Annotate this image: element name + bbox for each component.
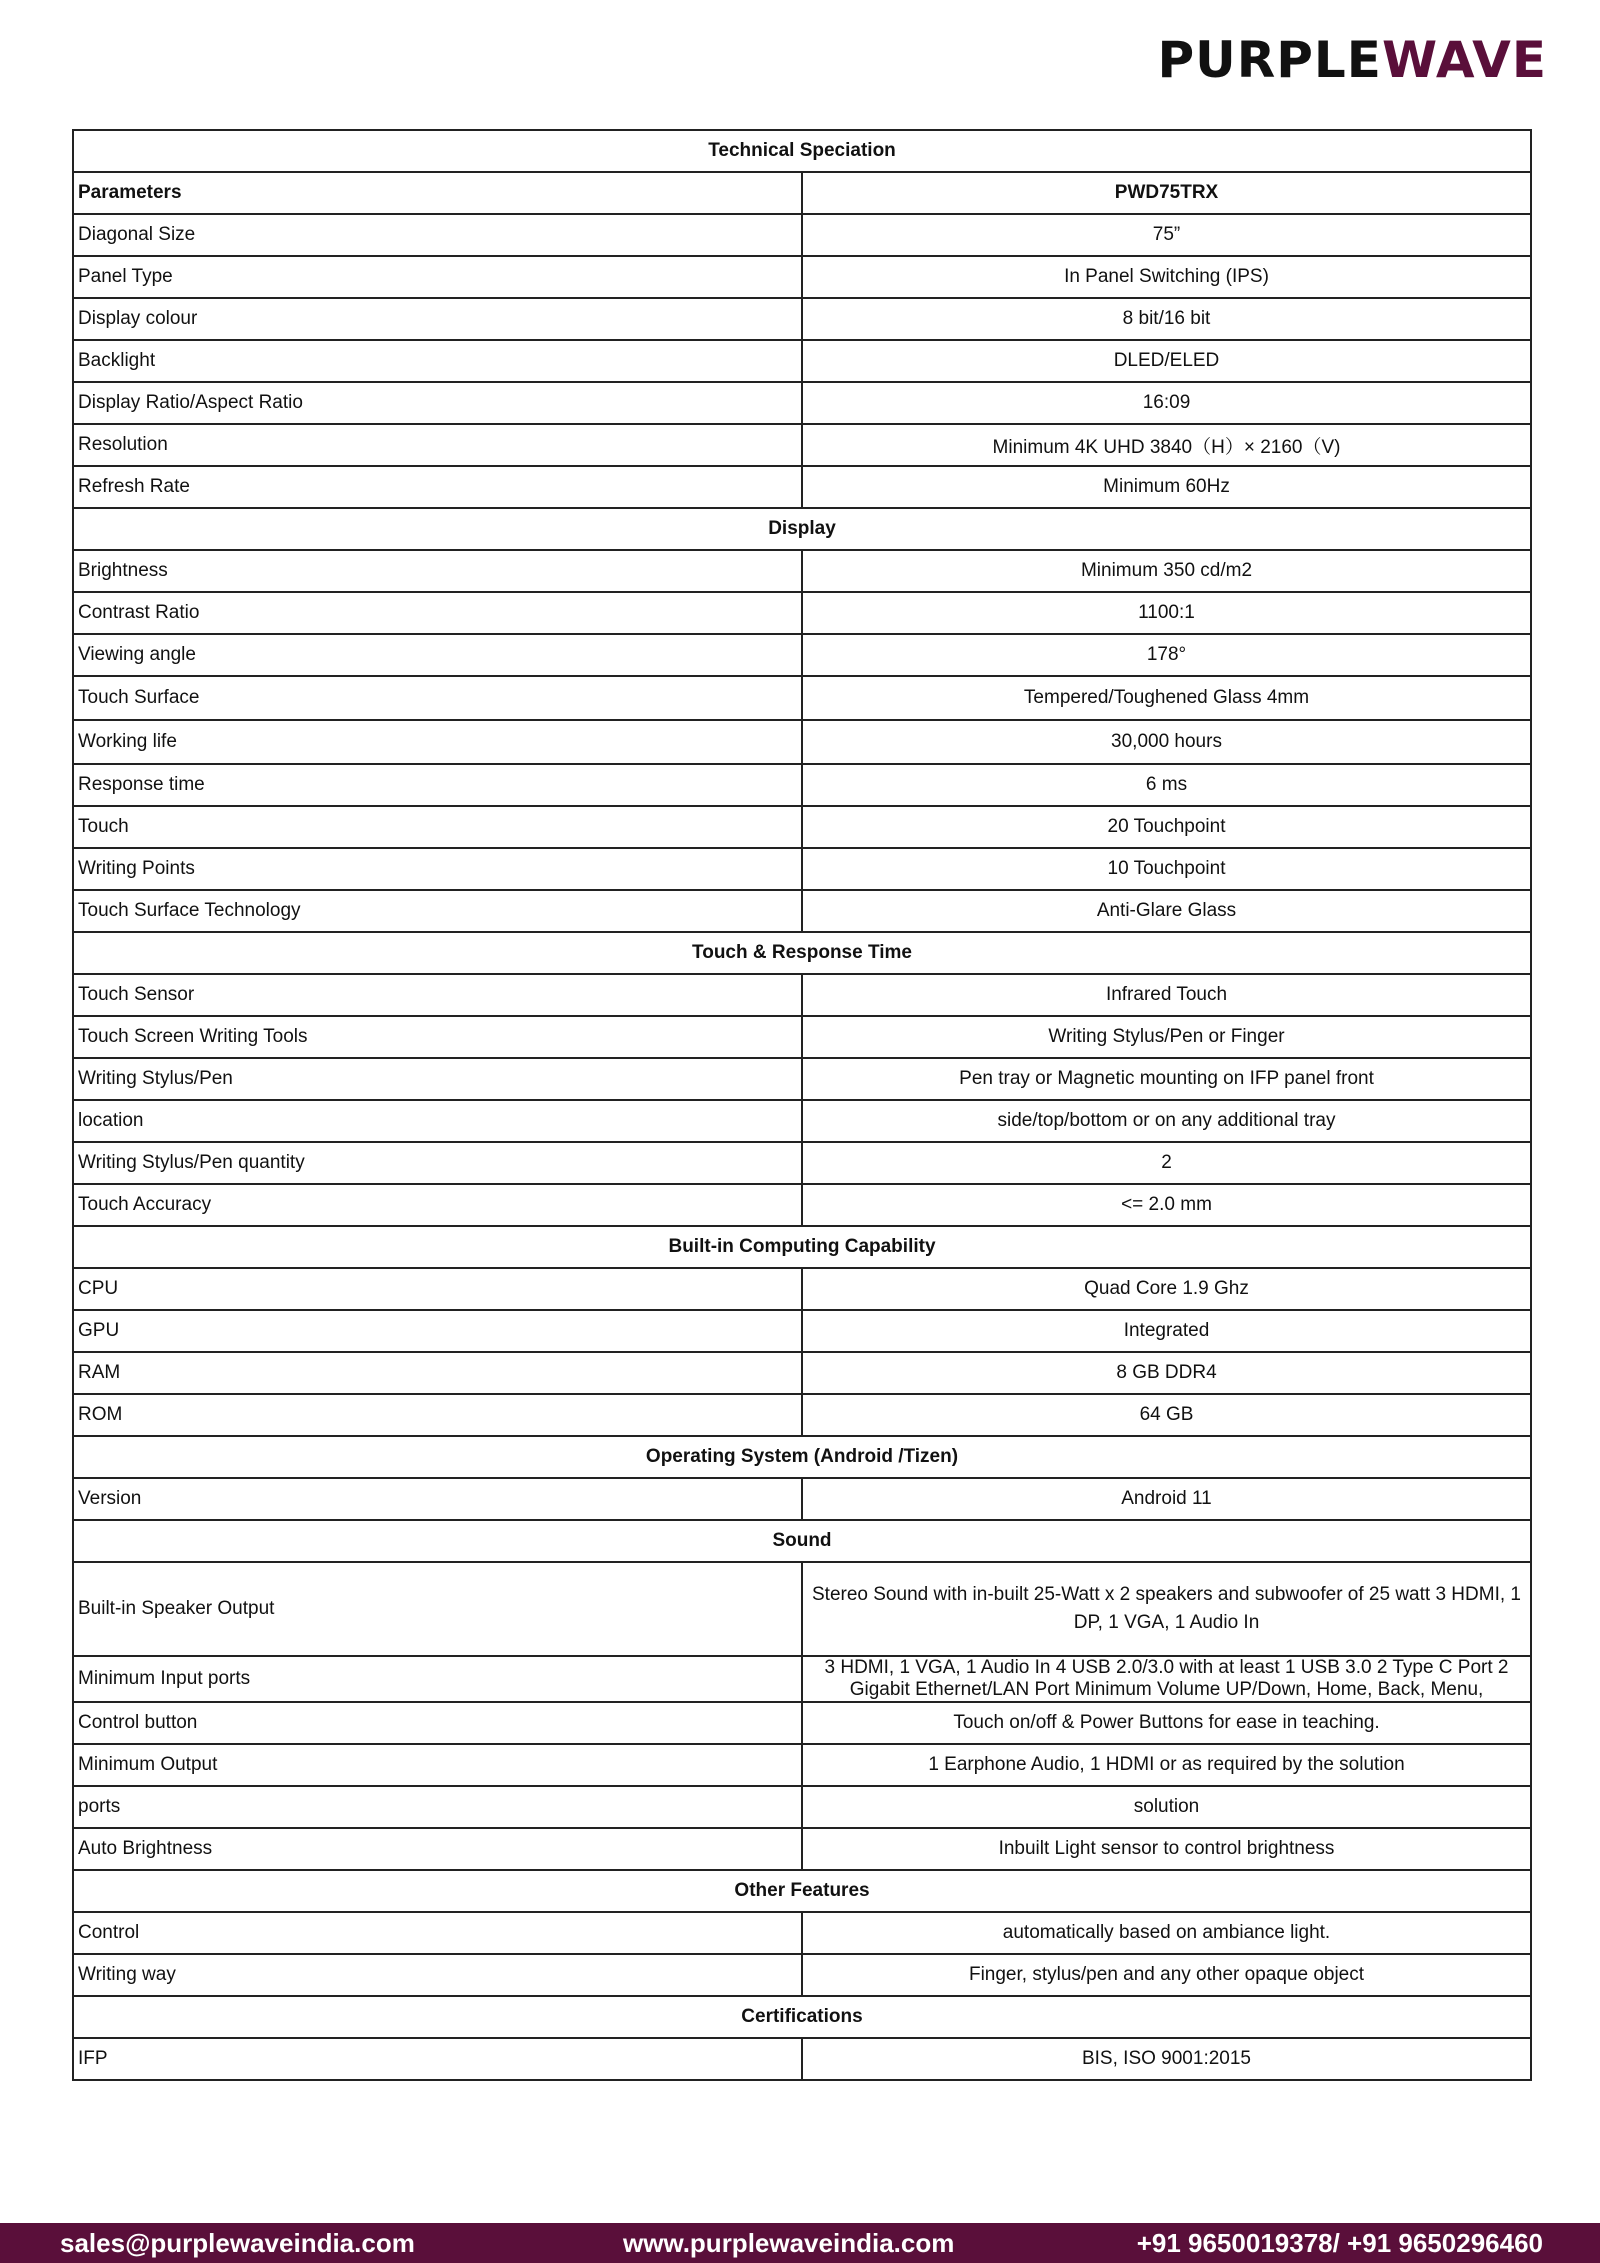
section-row	[73, 508, 1531, 550]
param-cell: Brightness	[73, 550, 802, 592]
param-cell: Version	[73, 1478, 802, 1520]
param-cell: ROM	[73, 1394, 802, 1436]
value-cell: 8 GB DDR4	[802, 1352, 1531, 1394]
param-cell: location	[73, 1100, 802, 1142]
param-cell: Touch Sensor	[73, 974, 802, 1016]
table-row	[73, 720, 1531, 764]
header-param: Parameters	[73, 172, 802, 214]
param-cell: Working life	[73, 720, 802, 764]
param-cell: Diagonal Size	[73, 214, 802, 256]
value-cell: Tempered/Toughened Glass 4mm	[802, 676, 1531, 720]
table-row	[73, 1912, 1531, 1954]
param-cell: Built-in Speaker Output	[73, 1562, 802, 1656]
param-cell: Touch Screen Writing Tools	[73, 1016, 802, 1058]
brand-logo	[1158, 30, 1547, 90]
section-row	[73, 1520, 1531, 1562]
footer-bar	[0, 2223, 1600, 2263]
param-cell: Touch	[73, 806, 802, 848]
table-row	[73, 1786, 1531, 1828]
param-cell: Minimum Input ports	[73, 1656, 802, 1702]
param-cell: Viewing angle	[73, 634, 802, 676]
value-cell: 178°	[802, 634, 1531, 676]
param-cell: Writing Stylus/Pen quantity	[73, 1142, 802, 1184]
table-row	[73, 592, 1531, 634]
value-cell: 30,000 hours	[802, 720, 1531, 764]
value-cell: Minimum 4K UHD 3840（H）× 2160（V)	[802, 424, 1531, 466]
table-row	[73, 1954, 1531, 1996]
value-cell: Writing Stylus/Pen or Finger	[802, 1016, 1531, 1058]
table-row	[73, 1478, 1531, 1520]
param-cell: Touch Accuracy	[73, 1184, 802, 1226]
spec-table	[72, 129, 1532, 2081]
section-heading: Certifications	[73, 1996, 1531, 2038]
section-heading: Built-in Computing Capability	[73, 1226, 1531, 1268]
table-row	[73, 1184, 1531, 1226]
section-heading: Operating System (Android /Tizen)	[73, 1436, 1531, 1478]
param-cell: RAM	[73, 1352, 802, 1394]
value-cell: Minimum 350 cd/m2	[802, 550, 1531, 592]
section-row	[73, 1870, 1531, 1912]
param-cell: Display Ratio/Aspect Ratio	[73, 382, 802, 424]
table-row	[73, 1058, 1531, 1100]
value-cell: Quad Core 1.9 Ghz	[802, 1268, 1531, 1310]
section-heading: Other Features	[73, 1870, 1531, 1912]
table-row	[73, 1142, 1531, 1184]
value-cell: 8 bit/16 bit	[802, 298, 1531, 340]
param-cell: Touch Surface Technology	[73, 890, 802, 932]
table-row	[73, 1352, 1531, 1394]
value-cell: 75”	[802, 214, 1531, 256]
value-cell: 6 ms	[802, 764, 1531, 806]
value-cell: Integrated	[802, 1310, 1531, 1352]
value-cell: In Panel Switching (IPS)	[802, 256, 1531, 298]
footer-phone[interactable]: +91 9650019378/ +91 9650296460	[1136, 2228, 1543, 2258]
table-row	[73, 676, 1531, 720]
table-row	[73, 806, 1531, 848]
table-row	[73, 634, 1531, 676]
value-cell: 2	[802, 1142, 1531, 1184]
table-title: Technical Speciation	[73, 130, 1531, 172]
table-title-row	[73, 130, 1531, 172]
table-row	[73, 764, 1531, 806]
brand-logo-part2: WAVE	[1381, 31, 1547, 89]
value-cell: Anti-Glare Glass	[802, 890, 1531, 932]
table-row	[73, 550, 1531, 592]
value-cell: Minimum 60Hz	[802, 466, 1531, 508]
param-cell: Writing Points	[73, 848, 802, 890]
value-cell: Stereo Sound with in-built 25-Watt x 2 speakers and subwoofer of 25 watt 3 HDMI, 1 DP, 1 VGA, 1 Audio In	[802, 1562, 1531, 1656]
table-row	[73, 1828, 1531, 1870]
header-model: PWD75TRX	[802, 172, 1531, 214]
table-row	[73, 890, 1531, 932]
param-cell: Contrast Ratio	[73, 592, 802, 634]
param-cell: Backlight	[73, 340, 802, 382]
param-cell: Touch Surface	[73, 676, 802, 720]
value-cell: 20 Touchpoint	[802, 806, 1531, 848]
value-cell: Android 11	[802, 1478, 1531, 1520]
table-row	[73, 214, 1531, 256]
table-row	[73, 2038, 1531, 2080]
param-cell: Control	[73, 1912, 802, 1954]
value-cell: side/top/bottom or on any additional tray	[802, 1100, 1531, 1142]
section-heading: Display	[73, 508, 1531, 550]
section-row	[73, 1996, 1531, 2038]
table-row	[73, 1562, 1531, 1656]
value-cell: Inbuilt Light sensor to control brightness	[802, 1828, 1531, 1870]
section-heading: Touch & Response Time	[73, 932, 1531, 974]
param-cell: Control button	[73, 1702, 802, 1744]
footer-email[interactable]: sales@purplewaveindia.com	[60, 2228, 415, 2258]
table-row	[73, 466, 1531, 508]
param-cell: Display colour	[73, 298, 802, 340]
table-row	[73, 1310, 1531, 1352]
value-cell: Touch on/off & Power Buttons for ease in teaching.	[802, 1702, 1531, 1744]
table-row	[73, 974, 1531, 1016]
table-row	[73, 1268, 1531, 1310]
param-cell: Response time	[73, 764, 802, 806]
value-cell: 10 Touchpoint	[802, 848, 1531, 890]
table-row	[73, 424, 1531, 466]
section-row	[73, 1226, 1531, 1268]
value-cell: 1100:1	[802, 592, 1531, 634]
param-cell: Minimum Output	[73, 1744, 802, 1786]
value-cell: 3 HDMI, 1 VGA, 1 Audio In 4 USB 2.0/3.0 with at least 1 USB 3.0 2 Type C Port 2 Gigabit Ethernet/LAN Port Minimum Volume UP/Down, Home, Back, Menu,	[802, 1656, 1531, 1702]
table-row	[73, 1016, 1531, 1058]
param-cell: ports	[73, 1786, 802, 1828]
table-row	[73, 382, 1531, 424]
section-row	[73, 932, 1531, 974]
table-header-row	[73, 172, 1531, 214]
param-cell: Auto Brightness	[73, 1828, 802, 1870]
spec-table-body	[73, 130, 1531, 2080]
value-cell: 16:09	[802, 382, 1531, 424]
param-cell: Panel Type	[73, 256, 802, 298]
value-cell: BIS, ISO 9001:2015	[802, 2038, 1531, 2080]
value-cell: 64 GB	[802, 1394, 1531, 1436]
brand-logo-part1: PURPLE	[1157, 31, 1382, 89]
value-cell: <= 2.0 mm	[802, 1184, 1531, 1226]
value-cell: Pen tray or Magnetic mounting on IFP panel front	[802, 1058, 1531, 1100]
table-row	[73, 256, 1531, 298]
param-cell: IFP	[73, 2038, 802, 2080]
footer-website[interactable]: www.purplewaveindia.com	[623, 2228, 955, 2258]
table-row	[73, 848, 1531, 890]
value-cell: solution	[802, 1786, 1531, 1828]
table-row	[73, 298, 1531, 340]
value-cell: 1 Earphone Audio, 1 HDMI or as required by the solution	[802, 1744, 1531, 1786]
param-cell: CPU	[73, 1268, 802, 1310]
table-row	[73, 1656, 1531, 1702]
param-cell: GPU	[73, 1310, 802, 1352]
table-row	[73, 1702, 1531, 1744]
table-row	[73, 1744, 1531, 1786]
section-heading: Sound	[73, 1520, 1531, 1562]
table-row	[73, 1394, 1531, 1436]
param-cell: Refresh Rate	[73, 466, 802, 508]
value-cell: Infrared Touch	[802, 974, 1531, 1016]
value-cell: Finger, stylus/pen and any other opaque object	[802, 1954, 1531, 1996]
section-row	[73, 1436, 1531, 1478]
param-cell: Resolution	[73, 424, 802, 466]
param-cell: Writing Stylus/Pen	[73, 1058, 802, 1100]
param-cell: Writing way	[73, 1954, 802, 1996]
table-row	[73, 340, 1531, 382]
table-row	[73, 1100, 1531, 1142]
value-cell: automatically based on ambiance light.	[802, 1912, 1531, 1954]
value-cell: DLED/ELED	[802, 340, 1531, 382]
